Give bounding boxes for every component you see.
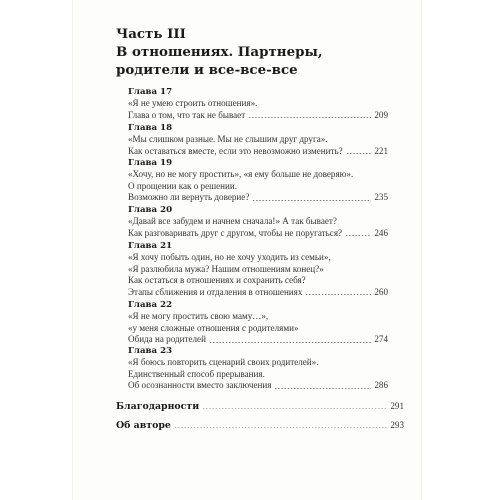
chapter-page-number: 260 — [374, 286, 388, 297]
toc-entry-page: 291 — [390, 401, 404, 411]
chapter-heading: Глава 23 — [128, 346, 173, 356]
chapter-line — [128, 380, 388, 392]
chapter-heading: Глава 20 — [128, 205, 173, 215]
part-title-line-2: родители и все-все-все — [116, 62, 298, 78]
toc-chapter — [128, 123, 388, 157]
chapter-line: Единственный способ прерывания. — [128, 368, 265, 379]
dot-leader — [248, 117, 371, 118]
dot-leader — [345, 235, 371, 236]
chapter-line — [128, 287, 388, 299]
chapter-line-text: Глава о том, что так не бывает — [128, 109, 246, 120]
toc-chapter — [128, 205, 388, 239]
chapter-page-number: 286 — [374, 380, 388, 391]
chapter-line: «Хочу, но не могу простить», «я ему больше не доверяю». — [128, 169, 354, 179]
chapter-line: «у меня сложные отношения с родителями» — [128, 322, 299, 333]
chapter-line: «Я хочу побыть один, но не хочу уходить из семьи», — [128, 252, 331, 262]
chapter-heading: Глава 19 — [128, 158, 173, 168]
chapter-line-text: Обида на родителей — [128, 334, 206, 345]
chapter-heading: Глава 22 — [128, 300, 173, 310]
part-label: Часть III — [116, 26, 186, 42]
toc-chapter — [128, 87, 388, 121]
part-title-line-1: В отношениях. Партнеры, — [116, 44, 323, 60]
toc-entry-about-author — [116, 420, 404, 431]
toc-chapter — [128, 346, 388, 392]
chapter-line-text: Возможно ли вернуть доверие? — [128, 192, 250, 203]
dot-leader — [305, 294, 371, 295]
chapter-line — [128, 146, 388, 158]
chapter-line — [128, 192, 388, 204]
dot-leader — [174, 427, 388, 428]
toc-chapter — [128, 241, 388, 298]
chapter-line: «Мы слишком разные. Мы не слышим друг друга». — [128, 134, 328, 144]
chapter-line: Как остаться в отношениях и сохранить себя? — [128, 275, 306, 286]
chapter-page-number: 209 — [374, 109, 388, 120]
part-heading — [116, 25, 416, 79]
chapter-line: «Я не могу простить свою маму…», — [128, 311, 269, 321]
chapter-page-number: 246 — [374, 227, 388, 238]
chapter-page-number: 221 — [374, 145, 388, 156]
chapter-line: «Я боюсь повторить сценарий своих родителей». — [128, 357, 319, 367]
dot-leader — [346, 153, 372, 154]
chapter-line: «Давай все забудем и начнем сначала!» А так бывает? — [128, 216, 337, 226]
chapter-line — [128, 228, 388, 240]
toc-entry-page: 293 — [390, 420, 404, 430]
dot-leader — [274, 388, 371, 389]
dot-leader — [202, 408, 387, 409]
chapter-line — [128, 334, 388, 346]
chapter-page-number: 235 — [374, 192, 388, 203]
chapter-heading: Глава 17 — [128, 87, 173, 97]
chapter-line — [128, 110, 388, 122]
chapter-line-text: Этапы сближения и отдаления в отношениях — [128, 286, 303, 297]
dot-leader — [252, 200, 371, 201]
chapter-heading: Глава 21 — [128, 241, 173, 251]
toc-entry-title: Об авторе — [116, 420, 171, 431]
toc-entry-acknowledgements — [116, 401, 404, 412]
chapter-heading: Глава 18 — [128, 123, 173, 133]
chapter-line: «Я разлюбила мужа? Нашим отношениям конец?» — [128, 263, 324, 274]
chapter-line: «Я не умею строить отношения». — [128, 98, 258, 108]
dot-leader — [209, 342, 371, 343]
chapter-line-text: Как разговаривать друг с другом, чтобы не поругаться? — [128, 227, 343, 238]
toc-entry-title: Благодарности — [116, 401, 200, 412]
chapter-line: О прощении как о решении. — [128, 180, 238, 191]
chapter-page-number: 274 — [374, 334, 388, 345]
chapter-line-text: Об осознанности вместо заключения — [128, 380, 272, 391]
chapter-line-text: Как оставаться вместе, если это невозможно изменить? — [128, 145, 343, 156]
toc-chapter — [128, 300, 388, 346]
toc-chapter — [128, 158, 388, 204]
